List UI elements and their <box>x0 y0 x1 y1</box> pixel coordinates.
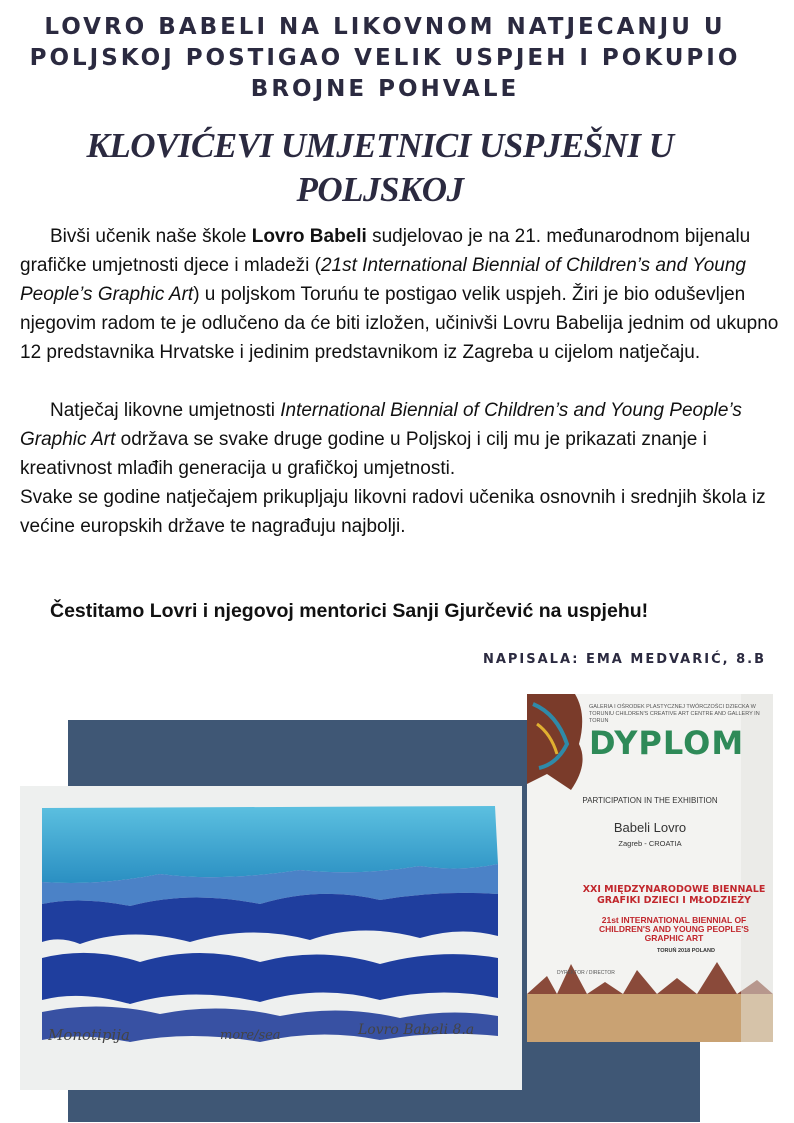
rhino-illustration <box>527 694 583 790</box>
diploma-header: GALERIA I OŚRODEK PLASTYCZNEJ TWÓRCZOŚCI DZIECKA W TORUNIU CHILDREN'S CREATIVE ART CENTRE AND GALLERY IN TORUN <box>589 704 760 724</box>
p2-text-a: Natječaj likovne umjetnosti <box>50 400 281 421</box>
artwork-signature: Lovro Babeli 8.a <box>358 1022 475 1038</box>
diploma-edge <box>741 694 773 1042</box>
diploma-title: DYPLOM <box>589 724 745 762</box>
diploma-place: Zagreb - CROATIA <box>618 839 682 848</box>
diploma-director: DYREKTOR / DIRECTOR <box>557 970 615 976</box>
artwork-photo <box>20 786 522 1090</box>
author-byline: NAPISALA: EMA MEDVARIĆ, 8.B <box>482 652 766 667</box>
p1-text-c: sudjelovao je na 21. međunarodnom bijenalu grafičke umjetnosti djece i mladeži ( <box>20 226 751 276</box>
article-subtitle: KLOVIĆEVI UMJETNICI USPJEŠNI U POLJSKOJ <box>86 126 674 209</box>
diploma-photo <box>527 694 773 1042</box>
monotype-sea-print <box>20 786 522 1090</box>
paragraph-1 <box>20 222 780 367</box>
diploma-recipient: Babeli Lovro <box>613 820 687 835</box>
competition-name-italic: International Biennial of Children’s and Young People’s Graphic Art <box>20 400 742 450</box>
article-body <box>20 222 780 541</box>
student-name: Lovro Babeli <box>251 226 367 247</box>
town-skyline <box>527 994 773 1042</box>
paragraph-gap <box>20 367 780 396</box>
paragraph-2 <box>20 396 780 483</box>
congratulations-line: Čestitamo Lovri i njegovoj mentorici Sanji Gjurčević na uspjehu! <box>50 600 649 622</box>
competition-name-en: 21st International Biennial of Children’s and Young People’s Graphic Art <box>20 255 746 305</box>
artwork-caption-title: more/sea <box>220 1028 281 1043</box>
article-headline: LOVRO BABELI NA LIKOVNOM NATJECANJU U POLJSKOJ POSTIGAO VELIK USPJEH I POKUPIO BROJNE POHVALE <box>29 14 741 102</box>
diploma-location-year: TORUŃ 2018 POLAND <box>657 948 715 954</box>
diploma-english-title: 21st INTERNATIONAL BIENNIAL OF CHILDREN'S AND YOUNG PEOPLE'S GRAPHIC ART <box>599 915 749 943</box>
artwork-caption-technique: Monotipija <box>48 1026 130 1044</box>
p1-text-a: Bivši učenik naše škole <box>50 226 252 247</box>
diploma-participation: PARTICIPATION IN THE EXHIBITION <box>582 796 718 805</box>
p1-text-e: ) u poljskom Toruńu te postigao velik uspjeh. Žiri je bio oduševljen njegovim radom te je odlučeno da će biti izložen, učinivši Lovru Babelija jednim od ukupno 12 predstavnika Hrvatske i jedinim predstavnikom iz Zagreba u cijelom natječaju. <box>20 284 779 363</box>
p2-text-c: održava se svake druge godine u Poljskoj i cilj mu je prikazati znanje i kreativnost mlađih generacija u grafičkoj umjetnosti. <box>20 429 707 479</box>
paragraph-3: Svake se godine natječajem prikupljaju likovni radovi učenika osnovnih i srednjih škola iz većine europskih države te nagrađuju najbolji. <box>20 487 766 537</box>
diploma-polish-title: XXI MIĘDZYNARODOWE BIENNALE GRAFIKI DZIECI I MŁODZIEŻY <box>582 884 766 906</box>
skyline-roofs <box>527 962 773 994</box>
